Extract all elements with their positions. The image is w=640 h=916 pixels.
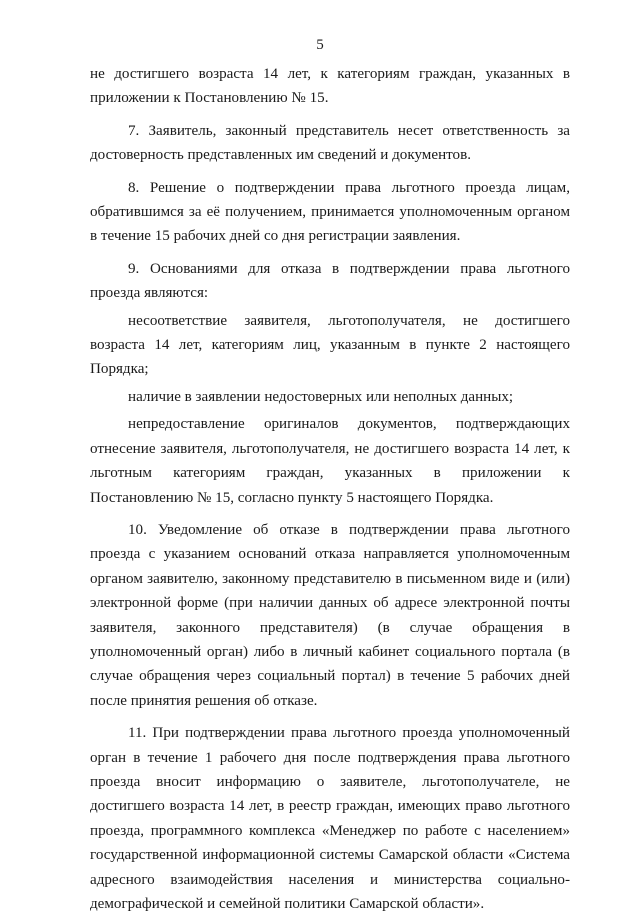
paragraph-item-7: 7. Заявитель, законный представитель несет ответственность за достоверность представленных им сведений и документов.	[90, 122, 570, 164]
paragraph-item-10: 10. Уведомление об отказе в подтверждении права льготного проезда с указанием оснований отказа направляется уполномоченным органом заявителю, законному представителю в письменном виде и (или) электронной форме (при наличии данных об адресе электронной почты заявителя, законного представителя) (в случае обращения в уполномоченный орган) либо в личный кабинет социального портала (в случае обращения через социальный портал) в течение 5 рабочих дней после принятия решения об отказе.	[90, 521, 570, 709]
document-body	[90, 62, 570, 916]
paragraph-ground-1: несоответствие заявителя, льготополучателя, не достигшего возраста 14 лет, категориям лиц, указанным в пункте 2 настоящего Порядка;	[90, 312, 570, 378]
paragraph-ground-3: непредоставление оригиналов документов, подтверждающих отнесение заявителя, льготополучателя, не достигшего возраста 14 лет, к льготным категориям граждан, указанных в приложении к Постановлению № 15, согласно пункту 5 настоящего Порядка.	[90, 416, 570, 506]
paragraph-item-9: 9. Основаниями для отказа в подтверждении права льготного проезда являются:	[90, 260, 570, 302]
page-number: 5	[316, 37, 324, 53]
paragraph-item-11: 11. При подтверждении права льготного проезда уполномоченный орган в течение 1 рабочего дня после подтверждения права льготного проезда вносит информацию о заявителе, льготополучателе, не достигшего возраста 14 лет, в реестр граждан, имеющих право льготного проезда, программного комплекса «Менеджер по работе с населением» государственной информационной системы Самарской области «Система адресного взаимодействия населения и министерства социально-демографической и семейной политики Самарской области».	[90, 725, 570, 912]
paragraph-item-8: 8. Решение о подтверждении права льготного проезда лицам, обратившимся за её получением, принимается уполномоченным органом в течение 15 рабочих дней со дня регистрации заявления.	[90, 179, 570, 245]
paragraph-continuation: не достигшего возраста 14 лет, к категориям граждан, указанных в приложении к Постановлению № 15.	[90, 66, 570, 107]
paragraph-ground-2: наличие в заявлении недостоверных или неполных данных;	[128, 388, 514, 405]
